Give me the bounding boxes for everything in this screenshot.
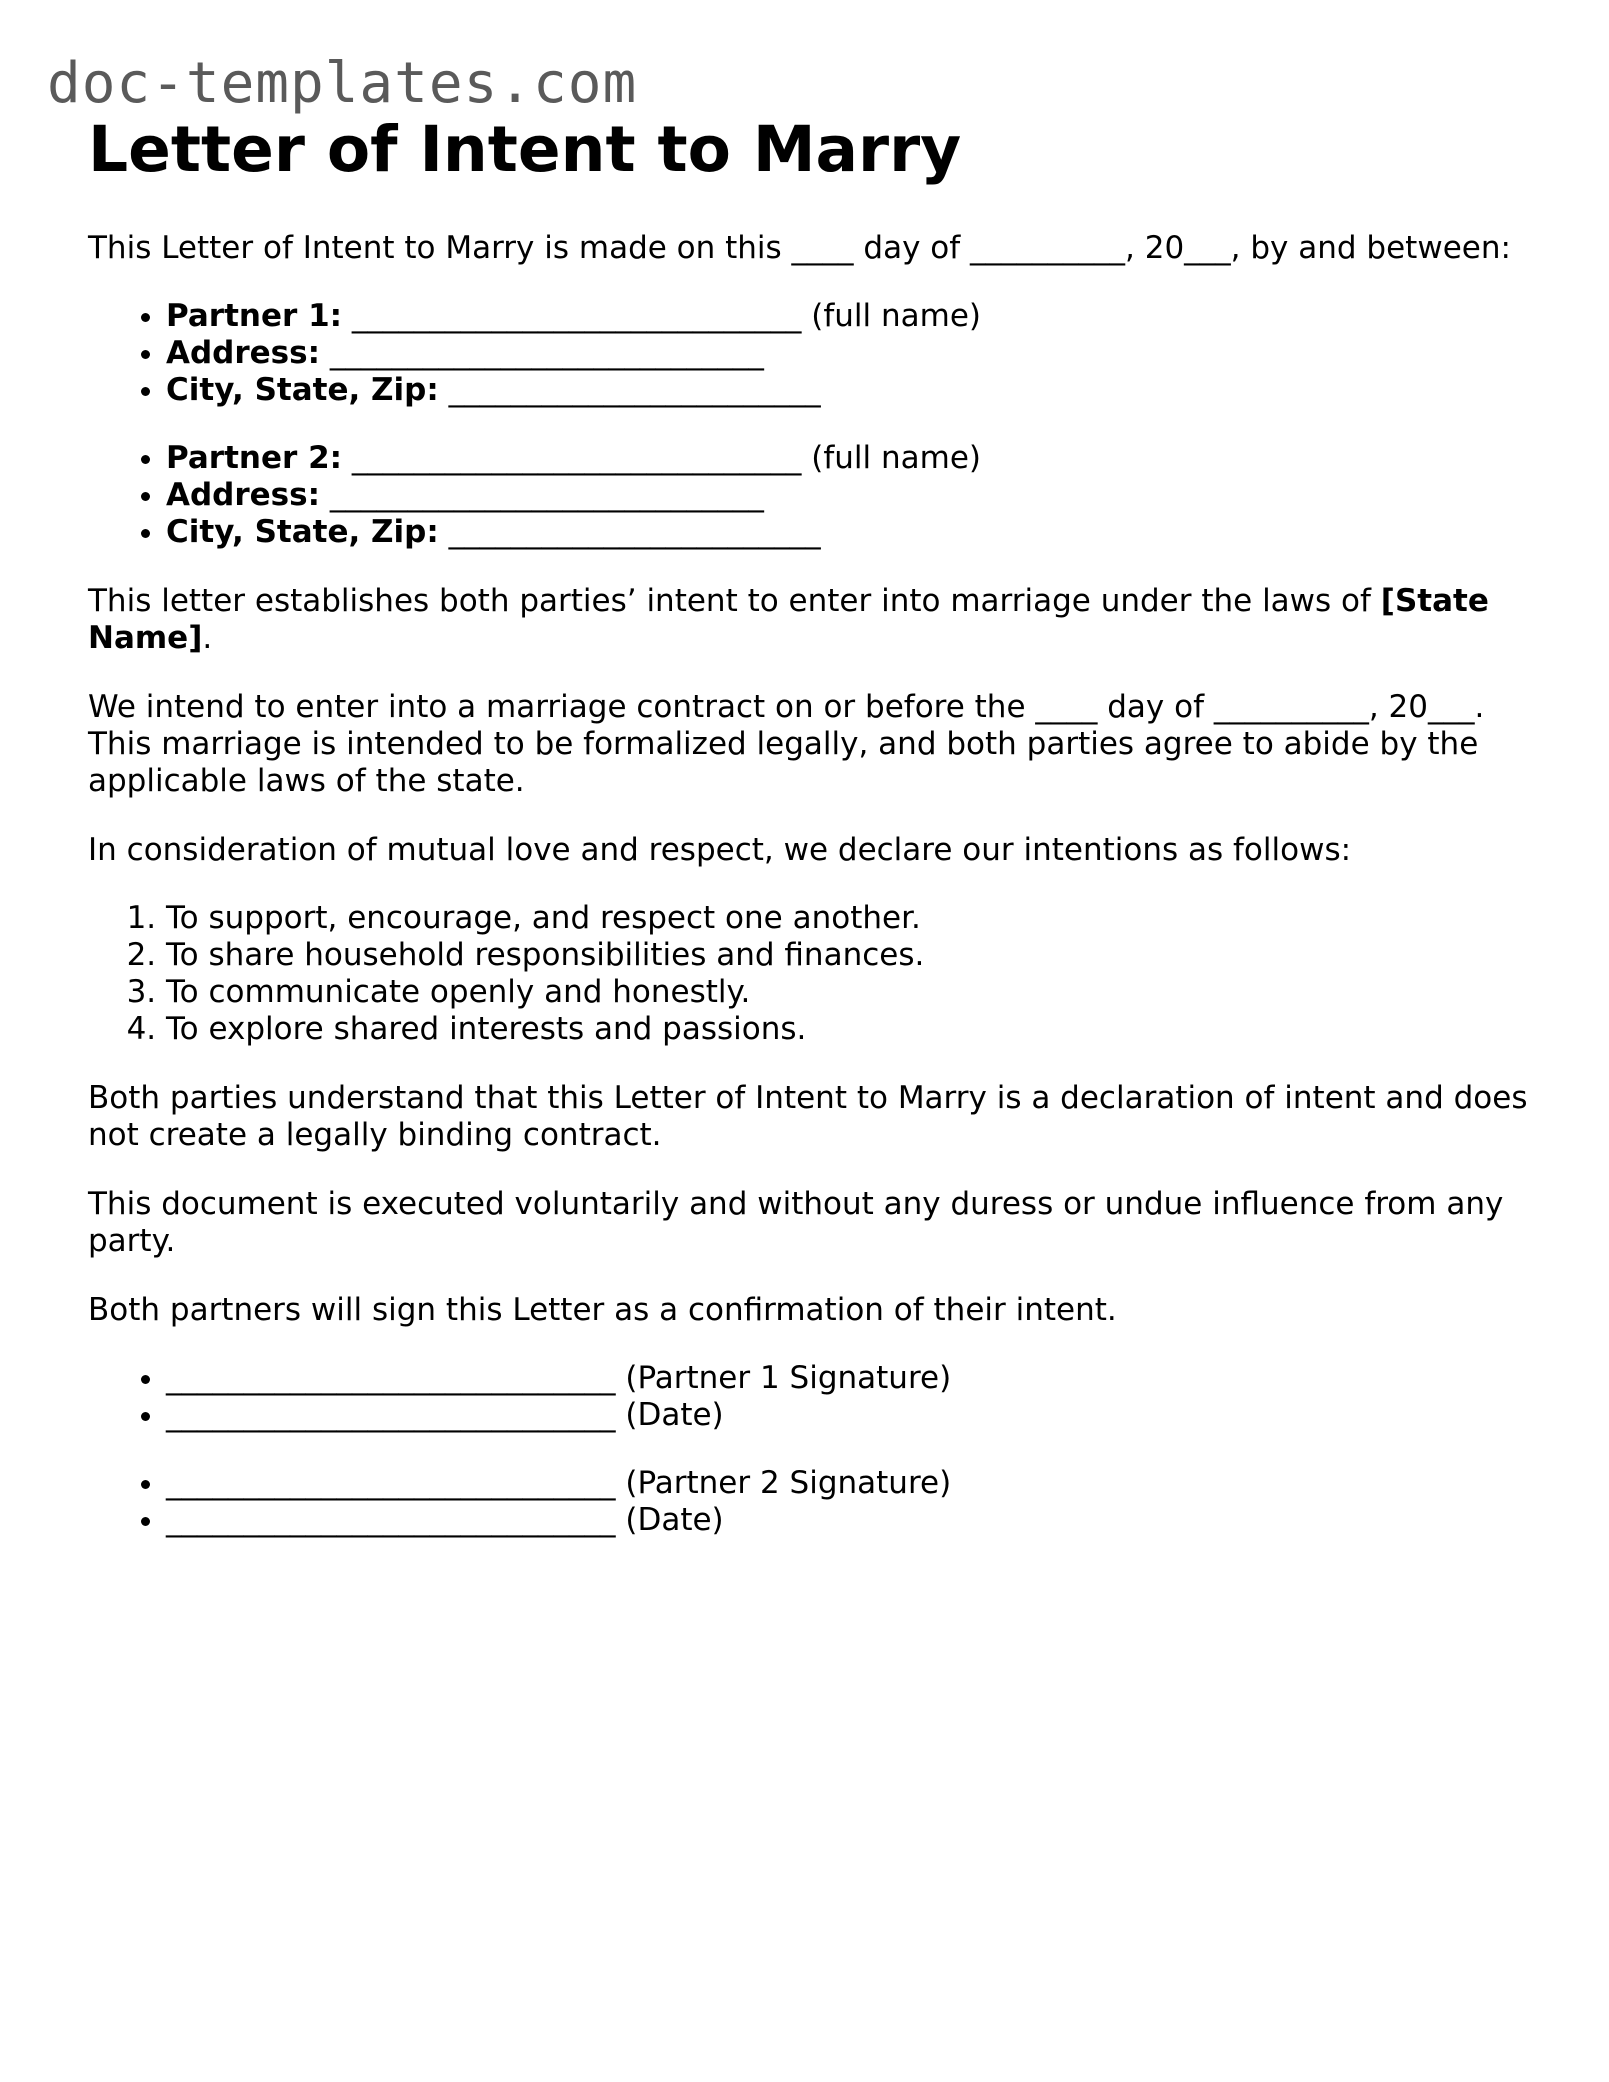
partner2-name-label: Partner 2: <box>166 440 343 476</box>
partner2-city-blank: ________________________ <box>438 514 821 550</box>
partner1-signature-list <box>88 1360 1528 1434</box>
partner1-signature-line: • _____________________________ (Partner 1 Signature) <box>166 1360 1528 1397</box>
partner1-address-label: Address: <box>166 335 320 371</box>
intention-item: 4. To explore shared interests and passions. <box>166 1011 1528 1048</box>
document-body <box>88 110 1528 1539</box>
partner2-name-blank: _____________________________ (full name) <box>342 440 982 476</box>
intro-paragraph: This Letter of Intent to Marry is made on this ____ day of __________, 20___, by and between: <box>88 230 1511 266</box>
partner1-city-blank: ________________________ <box>438 372 821 408</box>
partner2-list <box>88 440 1528 551</box>
intend-paragraph: We intend to enter into a marriage contract on or before the ____ day of __________, 20___. This marriage is intended to be formalized legally, and both parties agree to abide by the applicable laws of the state. <box>88 689 1485 799</box>
partner1-list <box>88 298 1528 409</box>
partner1-name-item <box>166 298 1528 335</box>
page-title: Letter of Intent to Marry <box>88 113 962 186</box>
partner2-signature-line: • _____________________________ (Partner 2 Signature) <box>166 1465 1528 1502</box>
partner1-date-line: • _____________________________ (Date) <box>166 1397 1528 1434</box>
intentions-list <box>88 900 1528 1048</box>
partner2-address-label: Address: <box>166 477 320 513</box>
partner2-address-blank: ____________________________ <box>320 477 764 513</box>
understand-paragraph: Both parties understand that this Letter of Intent to Marry is a declaration of intent and does not create a legally binding contract. <box>88 1080 1528 1153</box>
partner2-city-label: City, State, Zip: <box>166 514 439 550</box>
establishes-end: . <box>202 620 213 656</box>
consideration-paragraph: In consideration of mutual love and respect, we declare our intentions as follows: <box>88 832 1352 868</box>
establishes-paragraph <box>88 583 1528 657</box>
partner2-address-item <box>166 477 1528 514</box>
partner1-city-label: City, State, Zip: <box>166 372 439 408</box>
sign-statement: Both partners will sign this Letter as a confirmation of their intent. <box>88 1292 1117 1328</box>
partner2-name-item <box>166 440 1528 477</box>
partner1-address-item <box>166 335 1528 372</box>
intention-item: 1. To support, encourage, and respect one another. <box>166 900 1528 937</box>
partner1-city-item <box>166 372 1528 409</box>
intention-item: 3. To communicate openly and honestly. <box>166 974 1528 1011</box>
partner1-name-blank: _____________________________ (full name) <box>342 298 982 334</box>
partner2-signature-list <box>88 1465 1528 1539</box>
partner1-address-blank: ____________________________ <box>320 335 764 371</box>
establishes-text: This letter establishes both parties’ intent to enter into marriage under the laws of <box>88 583 1381 619</box>
partner1-name-label: Partner 1: <box>166 298 343 334</box>
state-name-placeholder: [State Name] <box>88 583 1489 656</box>
partner2-date-line: • _____________________________ (Date) <box>166 1502 1528 1539</box>
watermark: doc-templates.com <box>47 51 638 116</box>
partner2-city-item <box>166 514 1528 551</box>
intention-item: 2. To share household responsibilities and finances. <box>166 937 1528 974</box>
voluntary-paragraph: This document is executed voluntarily and without any duress or undue influence from any party. <box>88 1186 1504 1259</box>
